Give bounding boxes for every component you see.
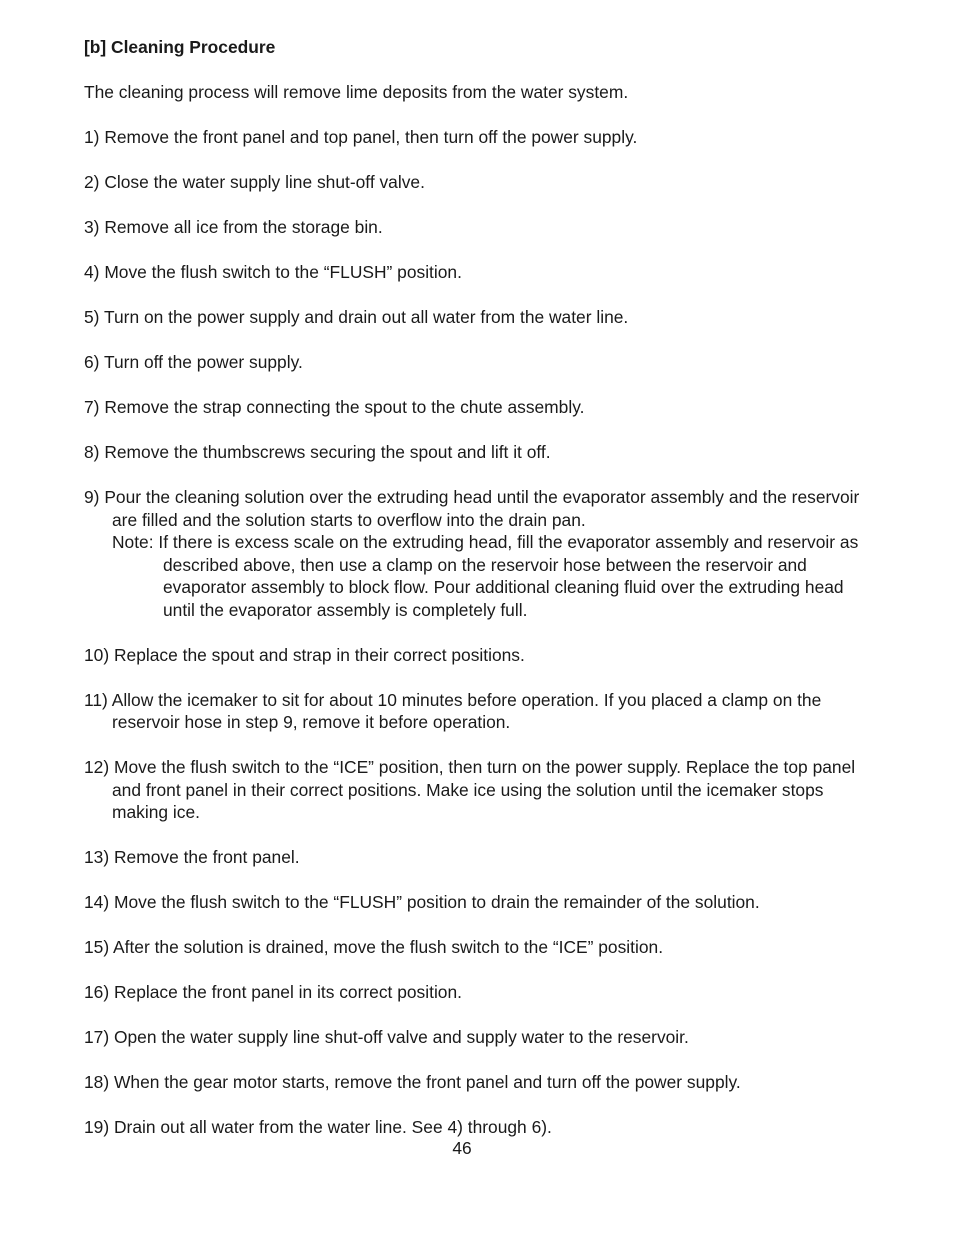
step-number: 13)	[84, 847, 110, 867]
step-number: 5)	[84, 307, 100, 327]
step-19	[84, 1116, 864, 1139]
step-10	[84, 644, 864, 667]
step-text: When the gear motor starts, remove the front panel and turn off the power supply.	[113, 1072, 741, 1092]
step-7	[84, 396, 864, 419]
step-number: 12)	[84, 757, 110, 777]
step-9	[84, 486, 864, 621]
step-text: Turn on the power supply and drain out all water from the water line.	[104, 307, 629, 327]
step-number: 14)	[84, 892, 110, 912]
step-text: Remove the front panel and top panel, then turn off the power supply.	[104, 127, 638, 147]
step-1	[84, 126, 864, 149]
step-number: 10)	[84, 644, 110, 665]
step-text: Move the flush switch to the “ICE” position, then turn on the power supply. Replace the top panel and front panel in their correct positions. Make ice using the solution until the icemaker stops making ice.	[112, 757, 856, 822]
step-2	[84, 171, 864, 194]
step-note	[112, 531, 864, 621]
intro-paragraph: The cleaning process will remove lime deposits from the water system.	[84, 82, 629, 102]
step-text: Remove all ice from the storage bin.	[104, 217, 383, 237]
step-number: 6)	[84, 352, 100, 372]
step-text: Replace the spout and strap in their correct positions.	[113, 644, 525, 665]
step-14	[84, 891, 864, 914]
step-4	[84, 261, 864, 284]
step-6	[84, 351, 864, 374]
step-text: Allow the icemaker to sit for about 10 minutes before operation. If you placed a clamp on the reservoir hose in step 9, remove it before operation.	[111, 689, 822, 732]
step-17	[84, 1026, 864, 1049]
step-text: Remove the strap connecting the spout to the chute assembly.	[104, 397, 585, 417]
step-number: 9)	[84, 487, 100, 507]
step-15	[84, 936, 864, 959]
step-12	[84, 756, 864, 824]
step-11	[84, 689, 864, 734]
step-text: Close the water supply line shut-off valve.	[104, 172, 425, 192]
page-number: 46	[452, 1138, 472, 1158]
step-text: Move the flush switch to the “FLUSH” position to drain the remainder of the solution.	[113, 892, 760, 912]
note-label: Note:	[112, 532, 154, 552]
step-number: 18)	[84, 1072, 110, 1092]
procedure-steps	[84, 126, 864, 1139]
step-number: 15)	[84, 937, 110, 957]
step-number: 3)	[84, 217, 100, 237]
step-number: 11)	[84, 689, 108, 710]
step-number: 1)	[84, 127, 100, 147]
step-number: 8)	[84, 442, 100, 462]
step-number: 7)	[84, 397, 100, 417]
step-text: Remove the front panel.	[113, 847, 300, 867]
step-text: Pour the cleaning solution over the extruding head until the evaporator assembly and the reservoir are filled and the solution starts to overflow into the drain pan.	[104, 487, 860, 530]
step-number: 4)	[84, 262, 100, 282]
step-18	[84, 1071, 864, 1094]
step-number: 16)	[84, 982, 110, 1002]
step-number: 2)	[84, 172, 100, 192]
step-3	[84, 216, 864, 239]
document-page	[84, 36, 864, 1161]
step-text: Turn off the power supply.	[104, 352, 303, 372]
note-text: If there is excess scale on the extruding head, fill the evaporator assembly and reservoir as described above, then use a clamp on the reservoir hose between the reservoir and evaporator assembly to block flow. Pour additional cleaning fluid over the extruding head until the evaporator assembly is completely full.	[158, 532, 859, 620]
step-16	[84, 981, 864, 1004]
section-heading: [b] Cleaning Procedure	[84, 37, 276, 57]
step-5	[84, 306, 864, 329]
step-8	[84, 441, 864, 464]
step-number: 19)	[84, 1117, 110, 1137]
step-text: Replace the front panel in its correct position.	[113, 982, 462, 1002]
step-text: Move the flush switch to the “FLUSH” position.	[104, 262, 462, 282]
step-text: Drain out all water from the water line. See 4) through 6).	[113, 1117, 552, 1137]
step-text: After the solution is drained, move the flush switch to the “ICE” position.	[113, 937, 664, 957]
step-number: 17)	[84, 1027, 110, 1047]
step-13	[84, 846, 864, 869]
step-text: Remove the thumbscrews securing the spout and lift it off.	[104, 442, 551, 462]
step-text: Open the water supply line shut-off valve and supply water to the reservoir.	[113, 1027, 689, 1047]
